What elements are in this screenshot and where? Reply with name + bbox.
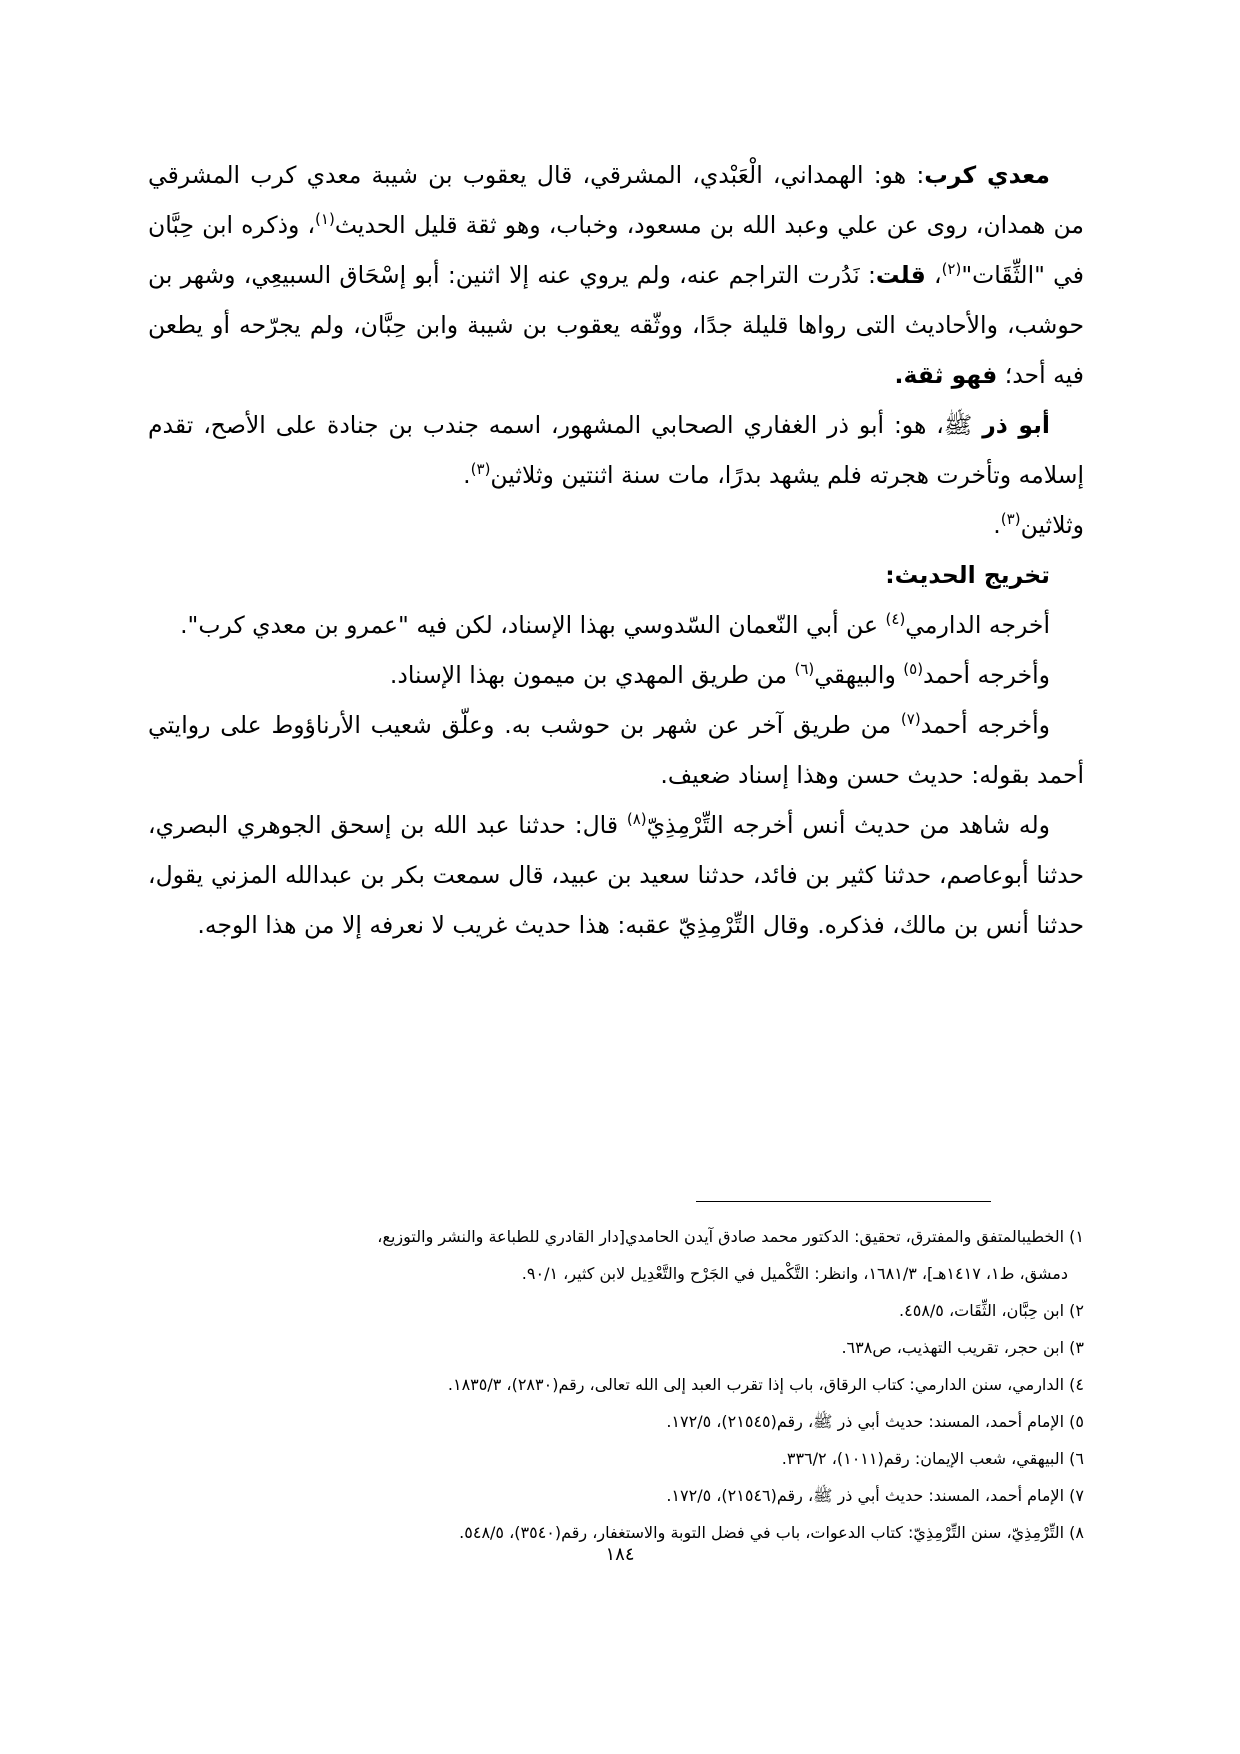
qult-label: قلت [875,261,926,289]
footnote-ref: (٨) [626,810,647,829]
footnote-ref: (٢) [941,260,962,279]
footnote-item: ١) الخطيبالمتفق والمفترق، تحقيق: الدكتور محمد صادق آيدن الحامدي[دار القادري للطباعة والنشر والتوزيع، [377,1227,1084,1246]
footnote-item-continuation: دمشق، ط١، ١٤١٧هـ]، ١٦٨١/٣، وانظر: التَّكْميل في الجَرْح والتَّعْدِيل لابن كثير، ٩٠/١. [521,1264,1068,1283]
paragraph-repeated-fragment: وثلاثين$^{(٣)}$. [993,510,1084,539]
footnote-ref: (٣) [470,460,491,479]
section-heading: تخريج الحديث: [885,561,1050,589]
paragraph-darimi: أخرجه الدارمي$^{(٤)}$ عن أبي النّعمان السّدوسي بهذا الإسناد، لكن فيه "عمرو بن معدي كرب". [180,610,1050,639]
footnote-item: ٢) ابن حِبَّان، الثِّقَات، ٤٥٨/٥. [899,1301,1084,1320]
paragraph-ahmad-other-route: وأخرجه أحمد$^{(٧)}$ من طريق آخر عن شهر بن حوشب به. وعلّق شعيب الأرناؤوط على روايتي أحمد بقوله: حديث حسن وهذا إسناد ضعيف. [148,710,1084,789]
verdict: فهو ثقة. [894,361,998,389]
paragraph-ahmad-bayhaqi: وأخرجه أحمد$^{(٥)}$ والبيهقي$^{(٦)}$ من طريق المهدي بن ميمون بهذا الإسناد. [389,660,1050,689]
narrator-name: معدي كرب [924,161,1050,189]
main-text [148,150,1084,950]
footnote-item: ٣) ابن حجر، تقريب التهذيب، ص٦٣٨. [841,1338,1084,1357]
paragraph-maadi-karib: معدي كرب: هو: الهمداني، الْعَبْدي، المشرقي، قال يعقوب بن شيبة معدي كرب المشرقي من همدان، روى عن علي وعبد الله بن مسعود، وخباب، وهو ثقة قليل الحديث$^{(١)}$، وذكره ابن حِبَّان في "الثِّقَات"$^{(٢)}$، قلت: نَدُرت التراجم عنه، ولم يروي عنه إلا اثنين: أبو إسْحَاق السبيعِي، وشهر بن حوشب، والأحاديث التى رواها قليلة جدًا، ووثّقه يعقوب بن شيبة وابن حِبَّان، ولم يجرّحه أو يطعن فيه أحد؛ فهو ثقة. [148,161,1084,389]
footnote-ref: (٣) [1000,510,1021,529]
footnote-ref: (١) [315,210,335,229]
footnote-item: ٤) الدارمي، سنن الدارمي: كتاب الرقاق، باب إذا تقرب العبد إلى الله تعالى، رقم(٢٨٣٠)، ١٨٣٥/٣. [447,1375,1084,1394]
footnote-item: ٧) الإمام أحمد، المسند: حديث أبي ذر ﷺ، رقم(٢١٥٤٦)، ١٧٢/٥. [666,1486,1084,1505]
paragraph-tirmidhi-witness: وله شاهد من حديث أنس أخرجه التِّرْمِذِيّ$^{(٨)}$ قال: حدثنا عبد الله بن إسحق الجوهري البصري، حدثنا أبوعاصم، حدثنا كثير بن فائد، حدثنا سعيد بن عبيد، قال سمعت بكر بن عبدالله المزني يقول، حدثنا أنس بن مالك، فذكره. وقال التِّرْمِذِيّ عقبه: هذا حديث غريب لا نعرفه إلا من هذا الوجه. [148,810,1084,939]
footnotes [148,1218,1084,1551]
narrator-name: أبو ذر [982,411,1050,439]
footnote-ref: (٤) [885,610,906,629]
footnote-ref: (٥) [903,660,924,679]
footnote-ref: (٧) [900,710,921,729]
footnote-item: ٦) البيهقي، شعب الإيمان: رقم(١٠١١)، ٣٣٦/٢. [781,1449,1084,1468]
footnote-item: ٨) التِّرْمِذِيّ، سنن التِّرْمِذِيّ: كتاب الدعوات، باب في فضل التوبة والاستغفار، رقم(٣٥٤٠)، ٥٤٨/٥. [459,1523,1084,1542]
footnote-item: ٥) الإمام أحمد، المسند: حديث أبي ذر ﷺ، رقم(٢١٥٤٥)، ١٧٢/٥. [666,1412,1084,1431]
honorific-glyph: ﷺ [943,411,973,439]
page-number: ١٨٤ [605,1544,635,1565]
footnote-ref: (٦) [794,660,815,679]
footnote-separator [696,1201,991,1202]
paragraph-abu-dharr: أبو ذر ﷺ، هو: أبو ذر الغفاري الصحابي المشهور، اسمه جندب بن جنادة على الأصح، تقدم إسلامه وتأخرت هجرته فلم يشهد بدرًا، مات سنة اثنتين وثلاثين$^{(٣)}$. [148,411,1084,489]
